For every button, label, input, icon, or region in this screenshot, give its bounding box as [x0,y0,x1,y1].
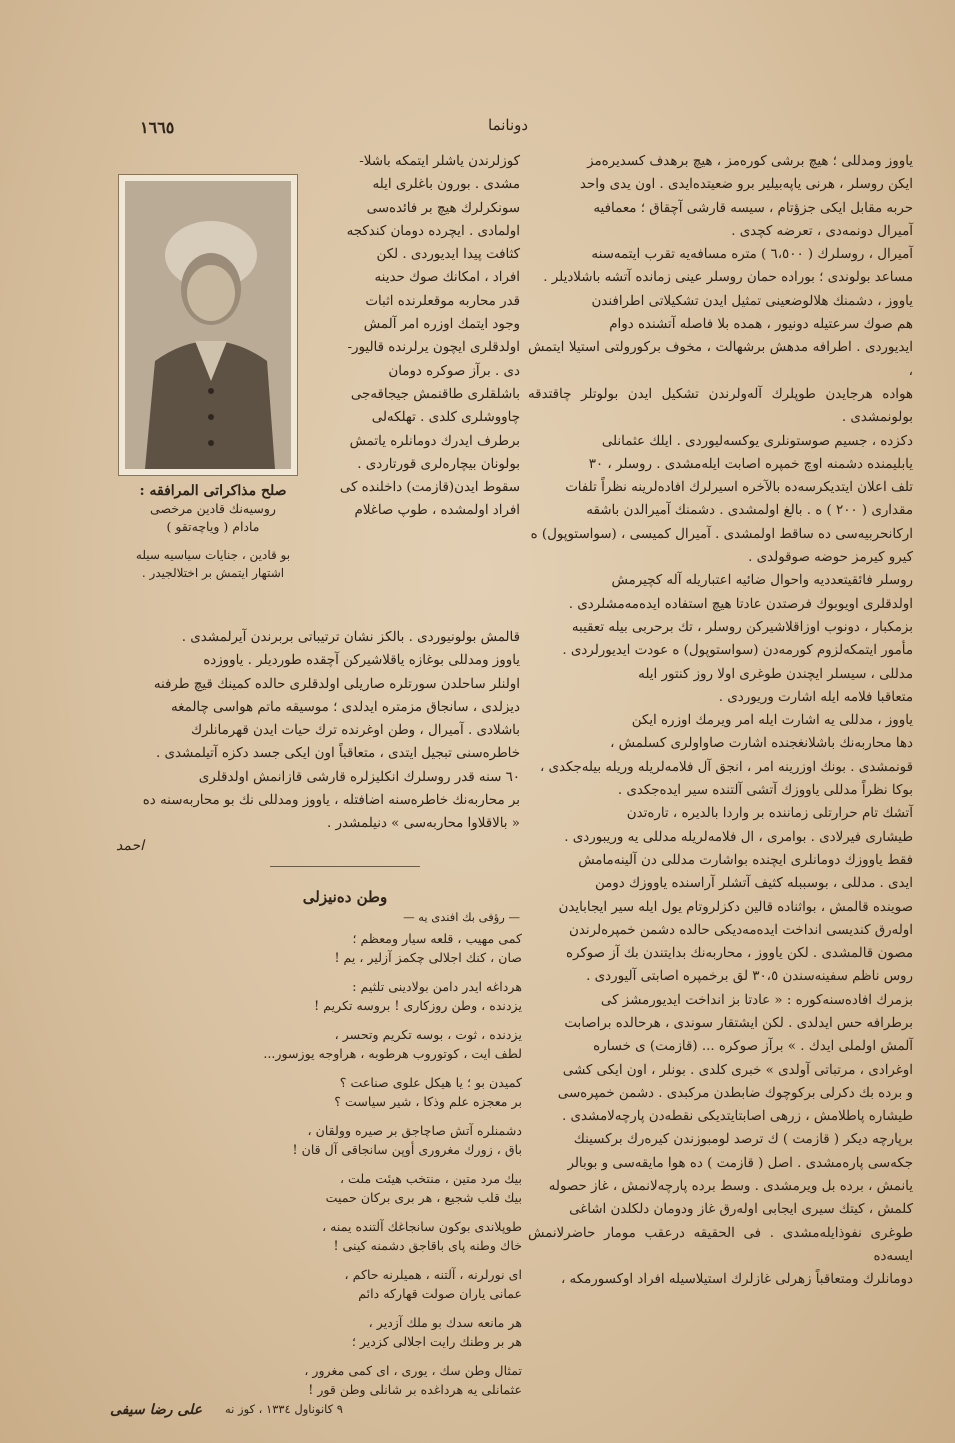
article-line: ایدیوردی . اطرافه مدهش برشهالت ، مخوف برکورولتی استیلا ایتمش ، [528,340,913,379]
article-line: بزمرك افادەسنەکوره : « عادتا بز انداخت ایدیورمشز کی [600,992,913,1008]
article-line: یاووز ، مدللی یه اشارت ایله امر ویرمك اوزره ایکن [631,713,913,729]
article-line: افراد ، امکانك صوك حدینه [374,270,520,286]
poem-line: یزدنده ، وطن روزکاری ! بروسه تکریم ! [314,997,522,1013]
poem-stanza [112,1074,522,1111]
article-line: آمیرال ، روسلرك ( ٦،٥٠٠ ) مترە مسافەیه تقرب ایتمەسنه [591,247,913,263]
article-signature: احمد [116,838,144,854]
article-line: کلمش ، کیتك سیری ایجابی اولەرق غاز ودومان دلکلدن اشاغی [569,1202,913,1218]
article-line: کثافت پیدا ایدیوردی . لکن [376,247,520,263]
article-line: مصون قالمشدی . لکن یاووز ، محاربەنك بدایتندن بك آز صوکره [565,946,913,962]
article-line: اولدقلری ایچون یرلرنده قالیور- [347,340,520,356]
article-line: دکزده ، جسیم صوستونلری یوکسەلیوردی . ایلك عثمانلی [601,433,913,449]
poem-title: وطن دەنیزلی [302,888,388,906]
article-line: چاووشلری کلدی . تهلکەلی [371,410,520,426]
poem-line: تمثال وطن سك ، یوری ، ای کمی مغرور ، [304,1363,522,1378]
article-line: برطرافه حس ایدلدی . لکن ایشتقار سوندی ، هرحالده براصابت [564,1015,913,1031]
poem-line: یزدنده ، ثوت ، بوسه تکریم وتحسر ، [334,1027,522,1042]
poem-stanza [112,1362,522,1399]
article-line: یاووز ومدللی ؛ هیچ برشی کورەمز ، هیچ برهدف کسدیرەمز [587,154,913,169]
article-line: دی . برآز صوکره دومان [388,363,520,379]
article-line: هواده هرجایدن طوپلرك آلەولرندن تشکیل ایدن بولوتلر چاقتدقه بولونمشدی . [528,386,913,426]
article-line: یانمش ، برده بل ویرمشدی . وسط برده پارچەلانمش ، غاز حصوله [548,1179,913,1195]
section-divider [270,866,420,867]
article-line: وجود ایتمك اوزره امر آلمش [363,317,520,333]
article-line: فقط یاووزك دومانلری ایچنده بواشارت مدللی دن آلینەمامش [578,852,913,868]
article-right-column [528,150,913,1292]
article-line: ایدی . مدللی ، بوسببله کثیف آتشلر آراسنده یاووزك دومن [594,876,913,892]
poem-line: لطف ایت ، کوتوروب هرطوبه ، هراوجه یوزسور... [263,1045,522,1061]
article-line: قدر محاربه موقعلرنده اثبات [365,293,520,309]
article-line: تلف اعلان ایتدیکرسەده بالآخره اسیرلرك افادەلرینه نظراً تلفات [565,480,913,496]
article-line: کیرو کیرمز حوضه صوقولدی . [748,550,913,566]
caption-title: صلح مذاکراتی المرافقه : [139,483,287,499]
article-line: حربه مقابل ایکی جزؤتام ، سیسه قارشی آچقاق ؛ معمافیه [593,200,913,216]
article-line: دها محاربەنك باشلانغجنده اشارت صاواولری کسلمش ، [610,736,913,752]
article-line: یاووز ، دشمنك هلالوضعینی تمثیل ایدن تشکیلاتی اطرافندن [591,293,913,309]
article-line: آمیرال دونمەدی ، تعرضه کچدی . [731,223,913,239]
article-line: بر محاربەنك خاطرەسنه اضافتله ، یاووز ومدللی نك بو محاربەسنه ده [142,793,520,809]
poem-line: بیك قلب شجیع ، هر بری برکان حمیت [325,1189,522,1205]
poem-stanza [112,1170,522,1207]
poem-line: خاك وطنه پای باقاجق دشمنه کینی ! [333,1237,522,1253]
poem-stanza [112,978,522,1015]
article-line: و برده بك دکرلی برکوچوك ضابطدن مرکبدی . دشمن خمپرەسی [557,1085,913,1101]
article-line: اولمادی . ایچرده دومان کندکجه [346,223,520,239]
portrait-illustration [125,181,291,469]
caption-note-line: اشتهار ایتمش بر اختلالجیدر . [141,566,285,580]
article-line: طیشاره پاطلامش ، زرهی اصابتایتدیکی نقطەدن پارچەلامشدی . [562,1109,913,1125]
poem-author: علی رضا سیفی [110,1402,203,1418]
article-line: اولدقلری اویوبوك فرصتدن عادتا هیچ استفاده ایدەمەمشلردی . [568,596,913,612]
article-line: برپارچه دیکر ( قازمت ) ك ترصد لومبوزندن کیرەرك برکسینك [573,1132,913,1148]
article-line: بزمکبار ، دونوب اوزاقلاشیرکن روسلر ، تك برحربی بیله تعقیبه [571,619,913,635]
article-line: صوینده قالمش ، بواثناده قالین دکزلروتام یول ایله سیر ایجابایدن [558,899,913,915]
poem-stanza [112,1026,522,1063]
article-line: مساعد بولوندی ؛ بوراده حمان روسلر عینی زمانده آتشه باشلادیلر . [543,270,913,286]
article-line: برطرف ایدرك دومانلره یاتمش [349,433,520,449]
article-line: « بالاقلاوا محاربەسی » دنیلمشدر . [327,816,520,832]
article-line: افراد اولمشده ، طوپ صاغلام [354,503,520,519]
caption-note-line: بو قادین ، جنایات سیاسیه سیله [135,548,291,562]
poem-date: ٩ کانوناول ١٣٣٤ ، کوز نه [225,1402,343,1416]
caption-note [118,546,308,582]
poem-body [112,930,522,1410]
article-line: ارکانحربیەسی ده ساقط اولمشدی . آمیرال کمیسی ، (سواستوپول) ه [530,526,913,542]
article-line: آلمش اولملی ایدك . » برآز صوکره ... (قازمت) ی خساره [593,1039,913,1055]
poem-stanza [112,930,522,967]
article-line: طیشاری فیرلادی . بوامری ، ال فلامەلریله مدللی یه وریبوردی . [564,829,913,845]
caption-line: روسیەنك قادین مرخصی [150,501,276,516]
poem-line: صان ، کنك اجلالی چکمز آزلیر ، یم ! [334,949,522,965]
poem-line: بیك مرد متین ، منتخب هیئت ملت ، [339,1171,522,1186]
article-line: دومانلرك ومتعاقباً زهرلی غازلرك استیلاسیله افراد اوکسورمکه ، [560,1272,913,1288]
poem-line: دشمنلره آتش صاچاجق بر صیره وولقان ، [307,1123,522,1138]
article-left-column [112,626,520,836]
article-line: دیزلدی ، سانجاق مزمتره ایدلدی ؛ موسیقه ماتم هواسی چالمغه [170,699,520,715]
poem-line: هر بر وطنك رایت اجلالی کزدیر ؛ [351,1333,522,1349]
article-line: باشلقلری طاقنمش جیجاقەجی [350,386,520,402]
article-line: قونمشدی . بونك اوزرینه امر ، انجق آل فلامەلریله وریله بیلەجکدی ، [539,759,913,775]
article-middle-column [305,150,520,523]
poem-line: کمیدن بو ؛ یا هیکل علوی صناعت ؟ [339,1075,522,1090]
poem-line: عثمانلی یه هرداغده بر شانلی وطن قور ! [308,1381,522,1397]
article-line: کوزلرندن یاشلر ایتمکه باشلا- [359,154,520,169]
magazine-title: دونانما [488,116,529,134]
poem-dedication: — رؤفی بك افندی یه — [403,910,520,924]
article-line: مقداری ( ٢٠٠ ) ه . بالغ اولمشدی . دشمنك آمیرالدن باشقه [586,503,913,519]
article-line: آتشك تام حرارتلی زماننده بر واردا بالدیره ، تارەتدن [626,806,913,822]
article-line: طوغری نفوذایلەمشدی . فی الحقیقه درعقب مومار حاضرلانمش ایسەده [528,1225,913,1264]
article-line: روس ناظم سفینەسندن ٣٠،٥ لق برخمپره اصابتی آلیوردی . [586,969,913,985]
poem-line: ای نورلرنه ، آلتنه ، همیلرنه حاکم ، [344,1267,522,1282]
article-line: روسلر فائقیتعددیه واحوال ضائیه اعتباریله آله کچیرمش [611,573,913,589]
article-line: مشدی . بورون باغلری ایله [372,177,520,193]
portrait-photo-frame [118,174,298,476]
poem-line: هرداغه ایدر دامن بولادینی تلثیم : [352,979,522,994]
poem-stanza [112,1314,522,1351]
article-line: ایکن روسلر ، هرنی یاپەبیلیر برو ضعیتدەایدی . اون یدی واحد [579,177,913,193]
photo-caption [118,482,308,582]
article-line: اوغرادی ، مرتباتی آولدی » خبری کلدی . بونلر ، اون ایکی کشی [562,1062,913,1078]
poem-line: عمانی یاران صولت قهارکه دائم [358,1285,522,1301]
poem-line: بر معجزه علم وذکا ، شیر سیاست ؟ [334,1093,522,1109]
article-line: بولونان بیچارەلری قورتاردی . [357,456,520,472]
poem-stanza [112,1266,522,1303]
article-line: سقوط ایدن(قازمت) داخلنده کی [339,480,520,496]
poem-line: کمی مهیب ، قلعه سیار ومعظم ؛ [352,931,522,946]
caption-line: مادام ( ویاچەتقو ) [166,519,260,534]
poem-stanza [112,1122,522,1159]
article-line: هم صوك سرعتیله دونیور ، همده بلا فاصله آتشنده دوام [609,317,913,333]
poem-stanza [112,1218,522,1255]
article-line: یابلیمنده دشمنه اوچ خمپره اصابت ایلەمشدی . روسلر ، ٣٠ [588,456,913,472]
poem-line: باق ، زورك مغروری أوپن سانجاقی آل قان ! [292,1141,522,1157]
article-line: ٦٠ سنه قدر روسلرك انکلیزلره قارشی قازانمش اولدقلری [198,769,520,785]
article-line: اولەرق کندیسی انداخت ایدەمەدیکی حالده دشمن خمپرەلرندن [569,922,913,938]
article-line: مأمور ایتمکەلزوم کورمەدن (سواستوپول) ه عودت ایدیورلردی . [562,643,913,659]
article-line: باشلادی . آمیرال ، وطن اوغرنده ترك حیات ایدن قهرمانلرك [190,723,520,739]
poem-line: طوپلاندی بوکون سانجاغك آلتنده یمنه ، [322,1219,522,1234]
article-line: متعاقبا فلامه ایله اشارت وریوردی . [718,689,913,705]
article-line: جکەسی پارەمشدی . اصل ( قازمت ) ده هوا مایقەسی و بوبالر [567,1155,913,1171]
poem-line: هر مانعه سدك بو ملك آزدیر ، [368,1315,522,1330]
article-line: اولنلر ساحلدن سورتلره صاریلی اولدقلری حالده کمینك قیچ طرفنه [153,676,520,692]
article-line: مدللی ، سیسلر ایچندن طوغری اولا روز کنتور ایله [638,666,913,682]
portrait-photo [125,181,291,469]
article-line: یاووز ومدللی بوغازه یاقلاشیرکن آچقده طوردیلر . یاووزده [203,653,520,669]
page-number: ١٦٦٥ [140,118,175,137]
article-line: قالمش بولونیوردی . بالکز نشان ترتیباتی بربرندن آیرلمشدی . [181,630,520,645]
article-line: بوکا نظراً مدللی یاووزك آتشی آلتنده سیر ایدەجکدی . [617,783,913,799]
article-line: سونکرلرك هیچ بر فائدەسی [366,200,520,216]
article-line: خاطرەسنی تبجیل ایتدی ، متعاقباً اون ایکی جسد دکزه آتیلمشدی . [156,746,520,762]
